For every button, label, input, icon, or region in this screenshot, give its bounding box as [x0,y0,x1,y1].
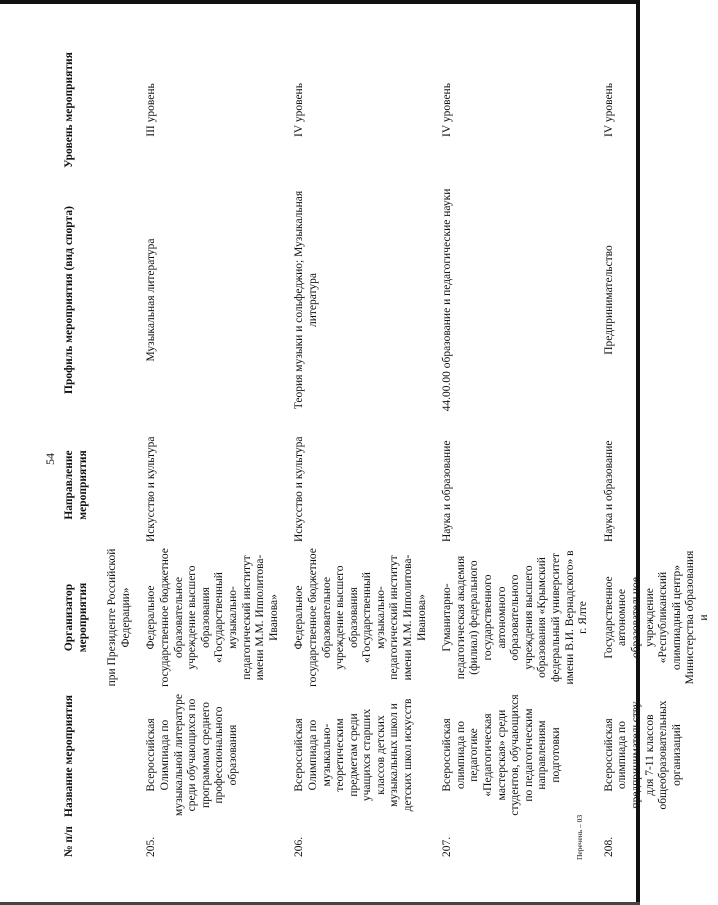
header-level: Уровень мероприятия [63,52,75,168]
row-organizer: Федеральное государственное бюджетное образовательное учреждение высшего образования «Государственный музыкально-педагогический институт имени М.М. Ипполитова-Иванова» [145,548,280,687]
row-organizer: Гуманитарно-педагогическая академия (филиал) федерального государственного автономного образовательного учреждения высшего образования «Крымский федеральный университет имени В.И. Вернадского» в г. Ялте [441,550,590,685]
row-num: 205. [145,836,158,857]
row-name: Всероссийская Олимпиада по музыкально-теоретическим предметам среди учащихся старших классов детских музыкальных школ и детских школ искусств [293,698,415,812]
table-row [287,45,435,860]
header-name: Название мероприятия [63,695,75,817]
row-profile: 44.00.00 образование и педагогические науки [441,188,454,412]
continuation-row [100,45,139,860]
row-num: 206. [293,836,306,857]
row-direction: Наука и образование [602,440,615,542]
table-header-row [61,45,100,860]
header-organizer: Организатор мероприятия [63,582,89,653]
continuation-text: при Президенте Российской Федерации» [106,548,132,687]
events-table [61,45,718,860]
row-direction: Наука и образование [441,440,454,542]
row-profile: Музыкальная литература [145,238,158,362]
row-num: 208. [602,836,615,857]
row-profile: Предпринимательство [602,245,615,355]
row-direction: Искусство и культура [145,436,158,542]
footer-list-ref: Перечень – 03 [575,814,584,860]
table-row [435,45,597,860]
header-num: № п/п [63,826,75,857]
table-row [597,45,718,860]
row-direction: Искусство и культура [293,436,306,542]
row-name: Всероссийская олимпиада по педагогике «Педагогическая мастерская» среди студентов, обучающихся по педагогическим направлениям подготовки [441,694,562,816]
row-organizer: Государственное автономное образовательное учреждение «Республиканский олимпиадный центр» Министерства образования и [602,550,710,685]
row-level: IV уровень [602,83,615,137]
header-profile: Профиль мероприятия (вид спорта) [63,206,75,394]
row-level: IV уровень [293,83,306,137]
table-row [139,45,287,860]
row-name: Всероссийская олимпиада по предпринимательству для 7-11 классов общеобразовательных организаций [602,700,683,810]
scan-border-top [0,0,640,4]
row-level: III уровень [145,83,158,137]
row-level: IV уровень [441,83,454,137]
row-organizer: Федеральное государственное бюджетное образовательное учреждение высшего образования «Государственный музыкально-педагогический институт имени М.М. Ипполитова-Иванова» [293,548,428,687]
row-name: Всероссийская Олимпиада по музыкальной литературе среди обучающихся по программам среднего профессионального образования [145,694,239,816]
row-num: 207. [441,836,454,857]
page-number: 54 [43,453,57,465]
rotated-page [35,40,710,870]
header-direction: Направление мероприятия [63,450,89,520]
row-profile: Теория музыки и сольфеджио; Музыкальная литература [293,190,319,410]
